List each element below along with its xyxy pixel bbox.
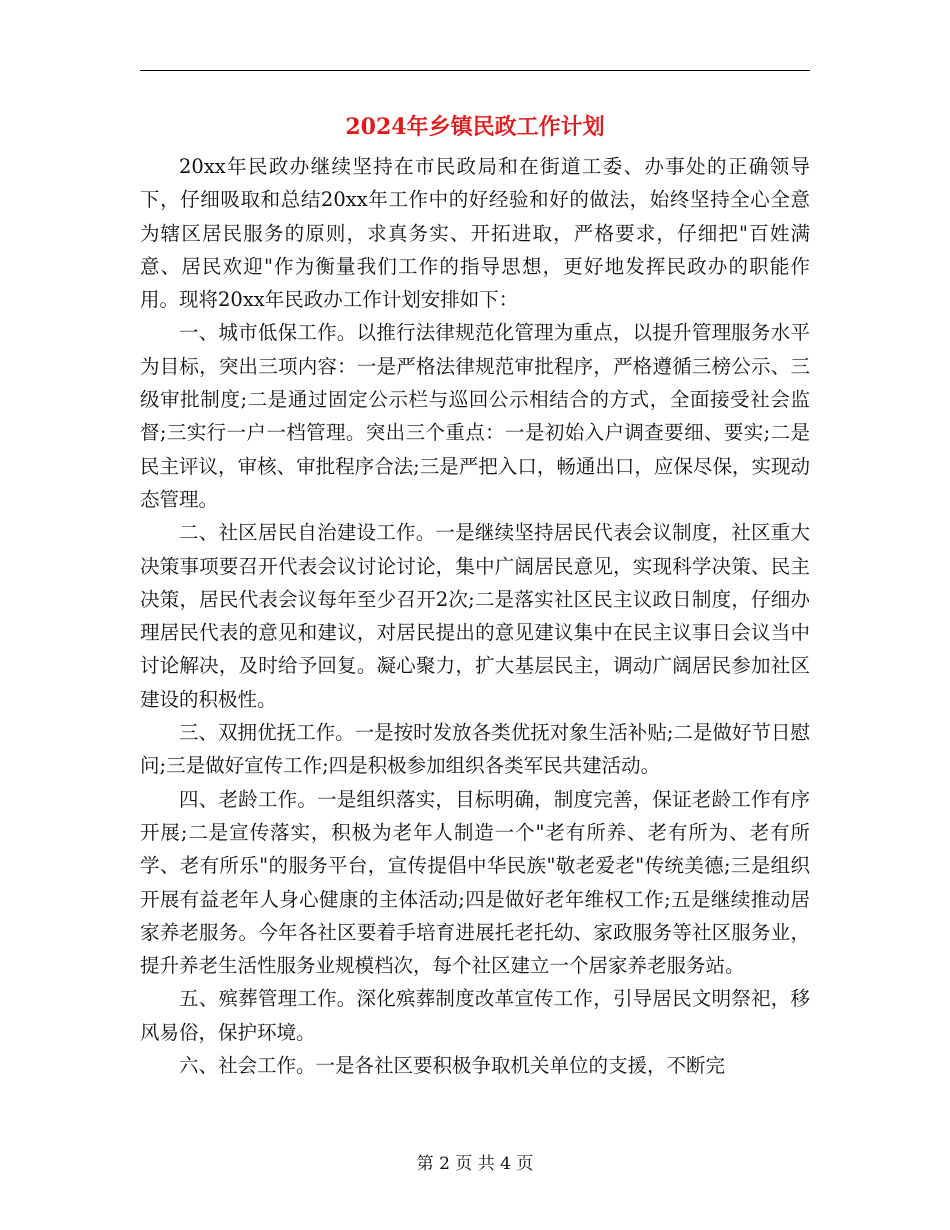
paragraph-section-5: 五、殡葬管理工作。深化殡葬制度改革宣传工作，引导居民文明祭祀，移风易俗，保护环境。	[140, 987, 810, 1044]
paragraph-section-3: 三、双拥优抚工作。一是按时发放各类优抚对象生活补贴;二是做好节日慰问;三是做好宣传工作;四是积极参加组织各类军民共建活动。	[140, 721, 810, 778]
paragraph-section-4: 四、老龄工作。一是组织落实，目标明确，制度完善，保证老龄工作有序开展;二是宣传落实，积极为老年人制造一个"老有所养、老有所为、老有所学、老有所乐"的服务平台，宣传提倡中华民族"敬老爱老"传统美德;三是组织开展有益老年人身心健康的主体活动;四是做好老年维权工作;五是继续推动居家养老服务。今年各社区要着手培育进展托老托幼、家政服务等社区服务业，提升养老生活性服务业规模档次，每个社区建立一个居家养老服务站。	[140, 787, 810, 978]
paragraph-intro: 20xx年民政办继续坚持在市民政局和在街道工委、办事处的正确领导下，仔细吸取和总结20xx年工作中的好经验和好的做法，始终坚持全心全意为辖区居民服务的原则，求真务实、开拓进取，严格要求，仔细把"百姓满意、居民欢迎"作为衡量我们工作的指导思想，更好地发挥民政办的职能作用。现将20xx年民政办工作计划安排如下：	[140, 155, 810, 312]
header-rule	[140, 70, 810, 71]
paragraph-section-1: 一、城市低保工作。以推行法律规范化管理为重点，以提升管理服务水平为目标，突出三项内容：一是严格法律规范审批程序，严格遵循三榜公示、三级审批制度;二是通过固定公示栏与巡回公示相结合的方式，全面接受社会监督;三实行一户一档管理。突出三个重点：一是初始入户调查要细、要实;二是民主评议，审核、审批程序合法;三是严把入口，畅通出口，应保尽保，实现动态管理。	[140, 321, 810, 511]
paragraph-section-2: 二、社区居民自治建设工作。一是继续坚持居民代表会议制度，社区重大决策事项要召开代表会议讨论讨论，集中广阔居民意见，实现科学决策、民主决策，居民代表会议每年至少召开2次;二是落实社区民主议政日制度，仔细办理居民代表的意见和建议，对居民提出的意见建议集中在民主议事日会议当中讨论解决，及时给予回复。凝心聚力，扩大基层民主，调动广阔居民参加社区建设的积极性。	[140, 521, 810, 711]
document-body	[140, 150, 810, 1082]
page-number: 第 2 页 共 4 页	[416, 1154, 534, 1174]
document-title: 2024年乡镇民政工作计划	[345, 114, 605, 140]
paragraph-section-6: 六、社会工作。一是各社区要积极争取机关单位的支援，不断完	[179, 1054, 726, 1078]
